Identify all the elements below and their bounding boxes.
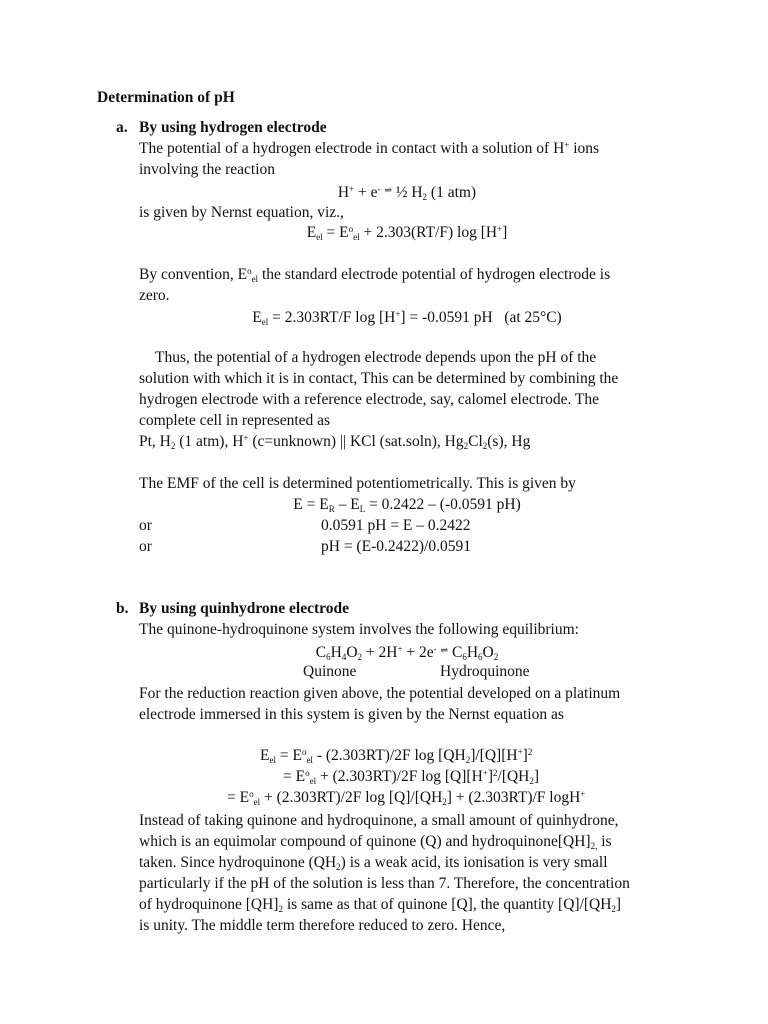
- paragraph-line: By convention, $E^o_{el}$ the standard electrode potential of hydrogen electrode is: [139, 266, 611, 284]
- ph-equation: $E_{el} = 2.303RT/F$ log [H+] = -0.0591 pH (at 25°C): [252, 309, 562, 327]
- section-b-heading: By using quinhydrone electrode: [139, 600, 350, 617]
- nernst-quinhydrone-eq3: = $E^o_{el} + (2.303RT)/2F$ $\log [Q]/[QH_2] + (2.303RT)/F$ logH+: [227, 789, 586, 807]
- nernst-quinhydrone-eq2: = $E^o_{el} + (2.303RT)/2F$ $\log [Q][H^+]^2/[QH_2]$: [283, 768, 540, 786]
- or-equation: pH = (E-0.2422)/0.0591: [321, 538, 471, 555]
- paragraph-line: is unity. The middle term therefore reduced to zero. Hence,: [139, 917, 506, 934]
- or-equation: 0.0591 pH = E – 0.2422: [321, 517, 471, 534]
- emf-equation: $E = E_R - E_L = 0.2422 - (-0.0591$ pH): [293, 496, 521, 514]
- paragraph-line: For the reduction reaction given above, the potential developed on a platinum: [139, 685, 621, 702]
- hydroquinone-label: Hydroquinone: [440, 663, 530, 680]
- paragraph-line: of hydroquinone $[QH]_2$ is same as that of quinone [Q], the quantity $[Q]/[QH_2]$: [139, 896, 622, 914]
- page-title: Determination of pH: [97, 89, 235, 106]
- paragraph-line: Thus, the potential of a hydrogen electrode depends upon the pH of the: [155, 349, 597, 366]
- equilibrium-equation: $C_6H_4O_2 + 2H^+ + 2e^-$ ⇌ $C_6H_6O_2$: [315, 644, 499, 662]
- cell-notation: Pt, $H_2$ (1 atm), H+ (c=unknown) || KCl (sat.soln), $Hg_2Cl_2(s)$, Hg: [139, 433, 531, 451]
- section-a-heading: By using hydrogen electrode: [139, 119, 327, 136]
- paragraph-line: complete cell in represented as: [139, 412, 331, 429]
- paragraph-line: is given by Nernst equation, viz.,: [139, 204, 344, 221]
- paragraph-line: hydrogen electrode with a reference electrode, say, calomel electrode. The: [139, 391, 600, 408]
- paragraph-line: electrode immersed in this system is given by the Nernst equation as: [139, 706, 564, 723]
- section-a-marker: a.: [116, 119, 128, 136]
- reaction-equation: H+ + e- ⇌ ½ $H_2$ (1 atm): [337, 184, 477, 202]
- nernst-quinhydrone-eq1: $E_{el} = E^o_{el} - (2.303RT)/2F$ $\log [QH_2]/[Q][H^+]^2$: [260, 747, 533, 765]
- paragraph-line: solution with which it is in contact, This can be determined by combining the: [139, 370, 619, 387]
- nernst-equation: $E_{el} = E^o_{el} + 2.303(RT/F)$ log [H+]: [306, 224, 508, 242]
- paragraph-line: zero.: [139, 287, 170, 304]
- paragraph-line: The EMF of the cell is determined potentiometrically. This is given by: [139, 475, 576, 492]
- or-label: or: [139, 517, 152, 534]
- or-label: or: [139, 538, 152, 555]
- paragraph-line: taken. Since hydroquinone $(QH_2)$ is a weak acid, its ionisation is very small: [139, 854, 608, 872]
- paragraph-line: particularly if the pH of the solution is less than 7. Therefore, the concentration: [139, 875, 630, 892]
- paragraph-line: involving the reaction: [139, 161, 276, 178]
- paragraph-line: Instead of taking quinone and hydroquinone, a small amount of quinhydrone,: [139, 812, 619, 829]
- section-b-marker: b.: [116, 600, 129, 617]
- paragraph-line: which is an equimolar compound of quinone (Q) and $hydroquinone[QH]_{2,}$ is: [139, 833, 612, 851]
- paragraph-line: The quinone-hydroquinone system involves the following equilibrium:: [139, 621, 579, 638]
- quinone-label: Quinone: [303, 663, 357, 680]
- paragraph-line: The potential of a hydrogen electrode in contact with a solution of H+ ions: [139, 140, 600, 157]
